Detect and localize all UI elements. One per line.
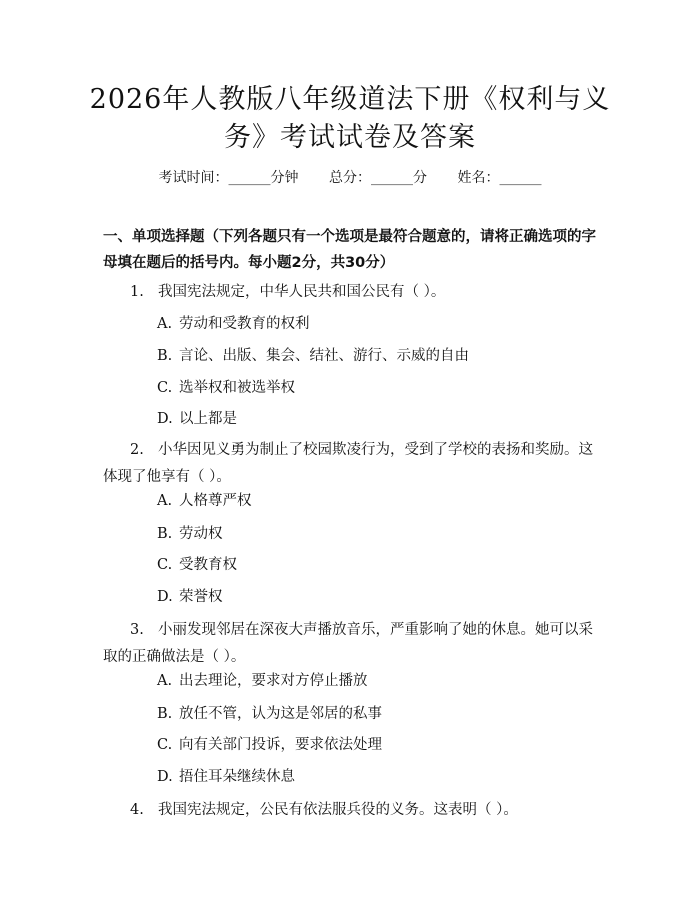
option-label: B. [157,706,173,722]
question-stem [103,617,603,671]
option-label: A. [157,673,173,689]
question-text: 我国宪法规定，公民有依法服兵役的义务。这表明（ ）。 [158,802,518,818]
question-text: 我国宪法规定，中华人民共和国公民有（ ）。 [158,284,446,300]
option-text: 捂住耳朵继续休息 [179,769,295,785]
option-label: A. [157,493,173,509]
option-item [157,554,237,576]
option-text: 向有关部门投诉，要求依法处理 [179,737,382,753]
option-item [157,523,223,545]
question-stem [103,437,603,491]
option-text: 荣誉权 [179,589,223,605]
option-item [157,766,295,788]
option-item [157,734,382,756]
option-label: C. [157,557,173,573]
option-text: 放任不管，认为这是邻居的私事 [179,706,382,722]
question-stem [103,797,603,824]
option-item [157,345,469,367]
option-text: 选举权和被选举权 [179,380,295,396]
option-text: 出去理论，要求对方停止播放 [179,673,368,689]
option-text: 受教育权 [179,557,237,573]
option-label: B. [157,348,173,364]
section-heading: 一、单项选择题（下列各题只有一个选项是最符合题意的，请将正确选项的字母填在题后的括号内。每小题2分，共30分） [103,229,596,271]
option-item [157,408,237,430]
student-name-field: 姓名：______ [457,170,542,186]
question-number: 4. [130,802,144,818]
option-item [157,377,295,399]
question-stem [103,279,603,306]
exam-meta [0,167,700,187]
total-score-field: 总分：______分 [329,170,427,186]
question-number: 2. [130,442,144,458]
question-number: 3. [130,622,144,638]
option-label: D. [157,769,173,785]
option-item [157,586,223,608]
exam-title-line2: 务》考试试卷及答案 [224,122,476,153]
option-item [157,670,368,692]
option-text: 言论、出版、集会、结社、游行、示威的自由 [179,348,469,364]
option-text: 人格尊严权 [179,493,252,509]
option-label: C. [157,737,173,753]
option-item [157,703,382,725]
option-text: 以上都是 [179,411,237,427]
option-label: B. [157,526,173,542]
question-text: 小华因见义勇为制止了校园欺凌行为，受到了学校的表扬和奖励。这体现了他享有（ ）。 [103,442,593,485]
exam-title-line1: 2026年人教版八年级道法下册《权利与义 [89,84,611,115]
option-text: 劳动和受教育的权利 [179,316,310,332]
question-number: 1. [130,284,144,300]
option-label: D. [157,411,173,427]
question-text: 小丽发现邻居在深夜大声播放音乐，严重影响了她的休息。她可以采取的正确做法是（ ）。 [103,622,593,665]
option-label: A. [157,316,173,332]
option-label: C. [157,380,173,396]
option-item [157,313,310,335]
option-text: 劳动权 [179,526,223,542]
option-label: D. [157,589,173,605]
option-item [157,490,252,512]
exam-time-field: 考试时间：______分钟 [158,170,299,186]
